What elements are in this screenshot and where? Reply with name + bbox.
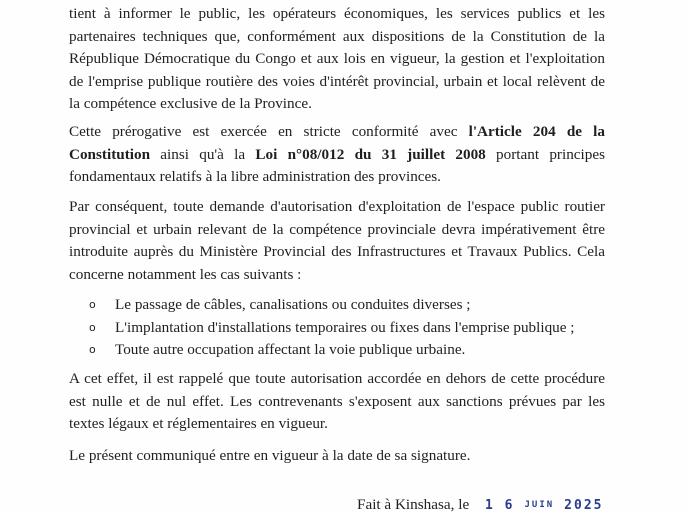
paragraph-effective-date: Le présent communiqué entre en vigueur à la date de sa signature.	[69, 447, 471, 464]
signature-line	[357, 494, 603, 518]
cases-list	[89, 294, 609, 362]
list-item-text: Le passage de câbles, canalisations ou conduites diverses ;	[115, 296, 471, 313]
article-reference: l'Article 204 de la Constitution	[69, 123, 605, 163]
paragraph-legal-text-1: Cette prérogative est exercée en stricte conformité avec	[69, 123, 469, 140]
list-item	[89, 339, 609, 362]
bullet-circle-icon: o	[89, 298, 96, 311]
bullet-circle-icon: o	[89, 343, 96, 356]
stamp-day: 1 6	[485, 498, 515, 513]
paragraph-legal-basis	[69, 121, 605, 189]
paragraph-legal-text-2: ainsi qu'à la	[150, 145, 256, 163]
law-reference: Loi n°08/012 du 31 juillet 2008	[255, 145, 486, 163]
date-stamp	[485, 494, 603, 518]
stamp-year: 2025	[564, 498, 604, 513]
list-item-text: Toute autre occupation affectant la voie publique urbaine.	[115, 341, 466, 358]
paragraph-procedure: Par conséquent, toute demande d'autorisation d'exploitation de l'espace public routier provincial et urbain relevant de la compétence provinciale devra impérativement être introduite auprès du Ministère Provincial des Infrastructures et Travaux Publics. Cela concerne notamment les cas suivants :	[69, 198, 605, 283]
bullet-circle-icon: o	[89, 320, 96, 334]
signature-place: Fait à Kinshasa, le	[357, 496, 470, 513]
paragraph-sanctions: A cet effet, il est rappelé que toute autorisation accordée en dehors de cette procédure est nulle et de nul effet. Les contrevenants s'exposent aux sanctions prévues par les textes légaux et réglementaires en vigueur.	[69, 370, 605, 432]
paragraph-intro: tient à informer le public, les opérateurs économiques, les services publics et les partenaires techniques que, conformément aux dispositions de la Constitution de la République Démocratique du Congo et aux lois en vigueur, la gestion et l'exploitation de l'emprise publique routière des voies d'intérêt provincial, urbain et local relèvent de la compétence exclusive de la Province.	[69, 5, 605, 112]
list-item	[89, 317, 609, 340]
paragraph-legal-text-3: portant principes fondamentaux relatifs à la libre administration des provinces.	[69, 145, 605, 185]
stamp-month: JUIN	[524, 500, 555, 510]
list-item	[89, 294, 609, 317]
list-item-text: L'implantation d'installations temporaires ou fixes dans l'emprise publique ;	[115, 318, 575, 336]
